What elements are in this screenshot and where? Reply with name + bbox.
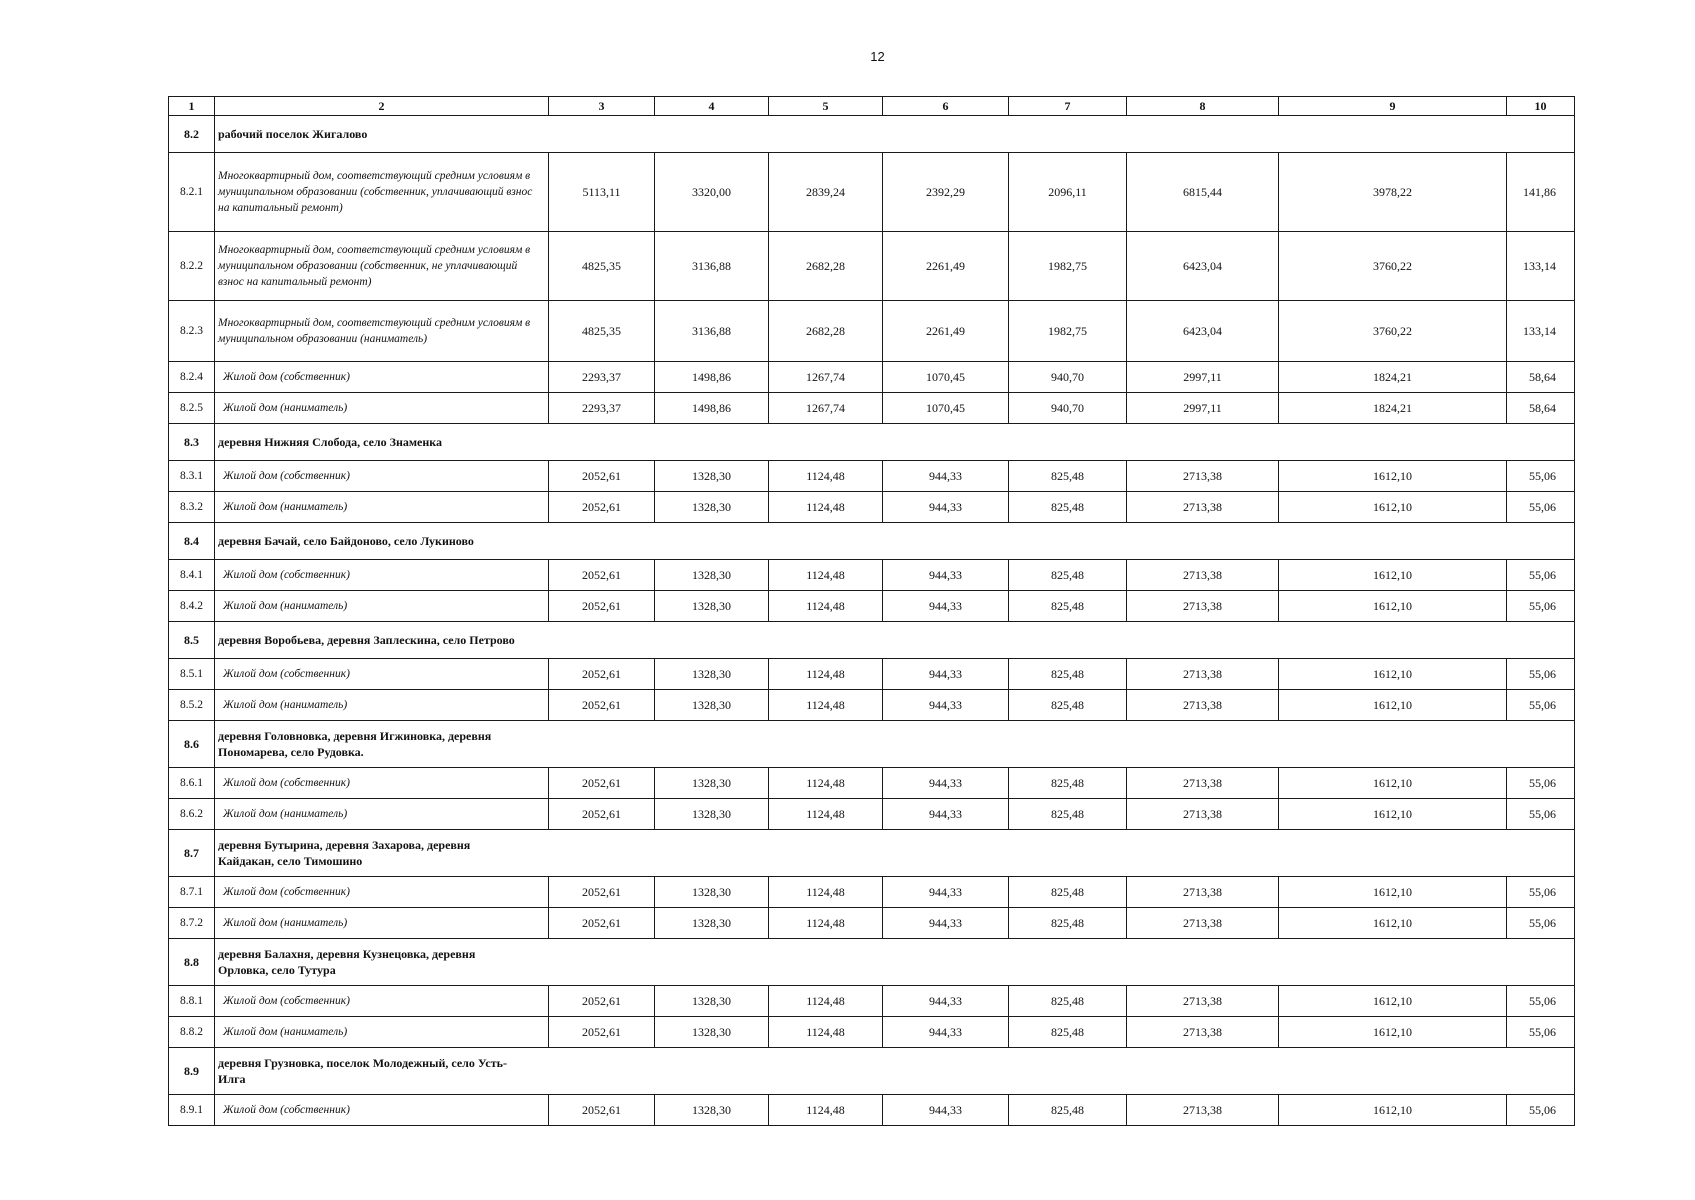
row-code: 8.2.3 [169,301,215,362]
value-cell: 2293,37 [549,393,655,424]
value-cell: 2713,38 [1127,1095,1279,1126]
tariff-table [168,96,1575,1126]
section-row [169,1048,1575,1095]
column-number: 8 [1127,97,1279,116]
row-code: 8.7.1 [169,877,215,908]
value-cell: 4825,35 [549,301,655,362]
value-cell: 944,33 [883,908,1009,939]
value-cell: 944,33 [883,690,1009,721]
section-row [169,523,1575,560]
value-cell: 944,33 [883,1017,1009,1048]
housing-type-label: Жилой дом (собственник) [215,461,549,492]
value-cell: 944,33 [883,492,1009,523]
row-code: 8.6.1 [169,768,215,799]
value-cell: 1124,48 [769,908,883,939]
row-code: 8.2.5 [169,393,215,424]
housing-type-label: Жилой дом (наниматель) [215,690,549,721]
section-row [169,830,1575,877]
value-cell: 2052,61 [549,1017,655,1048]
settlement-names: деревня Нижняя Слобода, село Знаменка [218,435,443,449]
value-cell: 1612,10 [1279,908,1507,939]
value-cell: 55,06 [1507,461,1575,492]
housing-type-label: Жилой дом (наниматель) [215,799,549,830]
housing-type-label: Жилой дом (собственник) [215,362,549,393]
column-number: 2 [215,97,549,116]
value-cell: 55,06 [1507,768,1575,799]
value-cell: 1612,10 [1279,986,1507,1017]
housing-type-label: Многоквартирный дом, соответствующий средним условиям в муниципальном образовании (собственник, уплачивающий взнос на капитальный ремонт) [215,153,549,232]
housing-type-label: Жилой дом (собственник) [215,659,549,690]
table-row [169,301,1575,362]
value-cell: 2682,28 [769,301,883,362]
value-cell: 2997,11 [1127,362,1279,393]
table-row [169,153,1575,232]
table-row [169,492,1575,523]
value-cell: 1498,86 [655,393,769,424]
settlement-names: деревня Бутырина, деревня Захарова, деревня Кайдакан, село Тимошино [218,838,471,868]
value-cell: 2052,61 [549,591,655,622]
value-cell: 1328,30 [655,492,769,523]
table-row [169,1095,1575,1126]
table-row [169,908,1575,939]
section-title [215,721,1575,768]
value-cell: 2052,61 [549,492,655,523]
section-code: 8.8 [169,939,215,986]
value-cell: 1124,48 [769,560,883,591]
value-cell: 55,06 [1507,799,1575,830]
housing-type-label: Жилой дом (собственник) [215,877,549,908]
value-cell: 1124,48 [769,461,883,492]
value-cell: 1267,74 [769,362,883,393]
value-cell: 2261,49 [883,301,1009,362]
value-cell: 2052,61 [549,799,655,830]
value-cell: 58,64 [1507,393,1575,424]
settlement-names: рабочий поселок Жигалово [218,127,368,141]
value-cell: 1124,48 [769,768,883,799]
section-title [215,523,1575,560]
value-cell: 944,33 [883,799,1009,830]
value-cell: 825,48 [1009,986,1127,1017]
value-cell: 1612,10 [1279,877,1507,908]
value-cell: 1982,75 [1009,301,1127,362]
value-cell: 1328,30 [655,591,769,622]
table-row [169,560,1575,591]
value-cell: 1328,30 [655,1017,769,1048]
value-cell: 825,48 [1009,877,1127,908]
value-cell: 944,33 [883,591,1009,622]
row-code: 8.3.1 [169,461,215,492]
value-cell: 944,33 [883,1095,1009,1126]
value-cell: 2713,38 [1127,768,1279,799]
value-cell: 55,06 [1507,1095,1575,1126]
value-cell: 2713,38 [1127,799,1279,830]
value-cell: 825,48 [1009,908,1127,939]
row-code: 8.8.1 [169,986,215,1017]
value-cell: 55,06 [1507,560,1575,591]
value-cell: 2052,61 [549,908,655,939]
value-cell: 133,14 [1507,301,1575,362]
value-cell: 1124,48 [769,591,883,622]
value-cell: 2261,49 [883,232,1009,301]
value-cell: 1124,48 [769,986,883,1017]
value-cell: 1328,30 [655,799,769,830]
value-cell: 825,48 [1009,492,1127,523]
table-row [169,591,1575,622]
value-cell: 141,86 [1507,153,1575,232]
value-cell: 6423,04 [1127,301,1279,362]
column-number: 9 [1279,97,1507,116]
section-code: 8.5 [169,622,215,659]
value-cell: 1824,21 [1279,393,1507,424]
value-cell: 944,33 [883,877,1009,908]
settlement-names: деревня Головновка, деревня Игжиновка, деревня Пономарева, село Рудовка. [218,729,492,759]
row-code: 8.4.2 [169,591,215,622]
table-row [169,659,1575,690]
value-cell: 55,06 [1507,591,1575,622]
column-number: 1 [169,97,215,116]
column-number: 3 [549,97,655,116]
housing-type-label: Жилой дом (наниматель) [215,1017,549,1048]
value-cell: 825,48 [1009,461,1127,492]
value-cell: 1612,10 [1279,768,1507,799]
value-cell: 1612,10 [1279,560,1507,591]
section-row [169,622,1575,659]
value-cell: 1612,10 [1279,659,1507,690]
value-cell: 2997,11 [1127,393,1279,424]
value-cell: 55,06 [1507,986,1575,1017]
housing-type-label: Жилой дом (наниматель) [215,908,549,939]
value-cell: 3978,22 [1279,153,1507,232]
table-row [169,393,1575,424]
value-cell: 2713,38 [1127,492,1279,523]
value-cell: 3136,88 [655,301,769,362]
value-cell: 944,33 [883,560,1009,591]
value-cell: 3760,22 [1279,301,1507,362]
value-cell: 6815,44 [1127,153,1279,232]
value-cell: 2052,61 [549,659,655,690]
table-row [169,986,1575,1017]
table-row [169,877,1575,908]
table-row [169,362,1575,393]
section-code: 8.7 [169,830,215,877]
value-cell: 2713,38 [1127,690,1279,721]
value-cell: 1124,48 [769,492,883,523]
section-code: 8.4 [169,523,215,560]
value-cell: 825,48 [1009,1017,1127,1048]
value-cell: 944,33 [883,986,1009,1017]
value-cell: 940,70 [1009,393,1127,424]
value-cell: 2713,38 [1127,877,1279,908]
value-cell: 55,06 [1507,492,1575,523]
value-cell: 2096,11 [1009,153,1127,232]
section-row [169,424,1575,461]
column-number: 6 [883,97,1009,116]
row-code: 8.5.2 [169,690,215,721]
value-cell: 1070,45 [883,362,1009,393]
section-title [215,830,1575,877]
value-cell: 1328,30 [655,690,769,721]
row-code: 8.8.2 [169,1017,215,1048]
value-cell: 1124,48 [769,1017,883,1048]
value-cell: 2293,37 [549,362,655,393]
value-cell: 55,06 [1507,659,1575,690]
value-cell: 1612,10 [1279,461,1507,492]
value-cell: 1070,45 [883,393,1009,424]
section-row [169,721,1575,768]
value-cell: 2052,61 [549,560,655,591]
row-code: 8.9.1 [169,1095,215,1126]
value-cell: 1124,48 [769,659,883,690]
value-cell: 1328,30 [655,908,769,939]
value-cell: 2052,61 [549,1095,655,1126]
value-cell: 1124,48 [769,877,883,908]
value-cell: 55,06 [1507,877,1575,908]
value-cell: 1124,48 [769,1095,883,1126]
value-cell: 825,48 [1009,659,1127,690]
housing-type-label: Жилой дом (наниматель) [215,591,549,622]
value-cell: 2713,38 [1127,659,1279,690]
value-cell: 2052,61 [549,877,655,908]
value-cell: 2713,38 [1127,461,1279,492]
section-code: 8.2 [169,116,215,153]
value-cell: 825,48 [1009,768,1127,799]
row-code: 8.2.1 [169,153,215,232]
housing-type-label: Многоквартирный дом, соответствующий средним условиям в муниципальном образовании (наниматель) [215,301,549,362]
settlement-names: деревня Грузновка, поселок Молодежный, село Усть-Илга [218,1056,507,1086]
page-number: 12 [870,49,885,64]
section-title [215,1048,1575,1095]
value-cell: 1612,10 [1279,690,1507,721]
value-cell: 1267,74 [769,393,883,424]
value-cell: 944,33 [883,461,1009,492]
value-cell: 2713,38 [1127,986,1279,1017]
table-row [169,461,1575,492]
value-cell: 2713,38 [1127,560,1279,591]
table-row [169,1017,1575,1048]
value-cell: 1328,30 [655,461,769,492]
value-cell: 825,48 [1009,799,1127,830]
value-cell: 2052,61 [549,461,655,492]
value-cell: 2839,24 [769,153,883,232]
value-cell: 1612,10 [1279,799,1507,830]
value-cell: 3136,88 [655,232,769,301]
value-cell: 1498,86 [655,362,769,393]
value-cell: 1612,10 [1279,1017,1507,1048]
value-cell: 55,06 [1507,690,1575,721]
table-row [169,799,1575,830]
section-code: 8.3 [169,424,215,461]
value-cell: 825,48 [1009,1095,1127,1126]
housing-type-label: Жилой дом (собственник) [215,986,549,1017]
value-cell: 2713,38 [1127,908,1279,939]
value-cell: 133,14 [1507,232,1575,301]
row-code: 8.3.2 [169,492,215,523]
value-cell: 55,06 [1507,1017,1575,1048]
section-title [215,424,1575,461]
housing-type-label: Жилой дом (собственник) [215,560,549,591]
section-code: 8.6 [169,721,215,768]
value-cell: 2052,61 [549,768,655,799]
row-code: 8.5.1 [169,659,215,690]
value-cell: 55,06 [1507,908,1575,939]
value-cell: 58,64 [1507,362,1575,393]
value-cell: 944,33 [883,768,1009,799]
value-cell: 1328,30 [655,560,769,591]
table-row [169,232,1575,301]
value-cell: 4825,35 [549,232,655,301]
section-code: 8.9 [169,1048,215,1095]
value-cell: 1124,48 [769,799,883,830]
value-cell: 1982,75 [1009,232,1127,301]
value-cell: 1124,48 [769,690,883,721]
value-cell: 825,48 [1009,690,1127,721]
header-row [169,97,1575,116]
value-cell: 825,48 [1009,591,1127,622]
value-cell: 3760,22 [1279,232,1507,301]
value-cell: 2713,38 [1127,1017,1279,1048]
table-row [169,768,1575,799]
value-cell: 2682,28 [769,232,883,301]
section-title [215,116,1575,153]
row-code: 8.2.2 [169,232,215,301]
column-number: 5 [769,97,883,116]
value-cell: 1824,21 [1279,362,1507,393]
settlement-names: деревня Балахня, деревня Кузнецовка, деревня Орловка, село Тутура [218,947,476,977]
section-row [169,116,1575,153]
settlement-names: деревня Воробьева, деревня Заплескина, село Петрово [218,633,515,647]
value-cell: 1328,30 [655,659,769,690]
value-cell: 1612,10 [1279,492,1507,523]
column-number: 7 [1009,97,1127,116]
value-cell: 2713,38 [1127,591,1279,622]
value-cell: 2052,61 [549,986,655,1017]
settlement-names: деревня Бачай, село Байдоново, село Лукиново [218,534,474,548]
value-cell: 5113,11 [549,153,655,232]
section-title [215,622,1575,659]
housing-type-label: Жилой дом (наниматель) [215,492,549,523]
value-cell: 2392,29 [883,153,1009,232]
housing-type-label: Жилой дом (собственник) [215,768,549,799]
row-code: 8.6.2 [169,799,215,830]
value-cell: 825,48 [1009,560,1127,591]
row-code: 8.2.4 [169,362,215,393]
section-title [215,939,1575,986]
section-row [169,939,1575,986]
value-cell: 3320,00 [655,153,769,232]
housing-type-label: Жилой дом (собственник) [215,1095,549,1126]
value-cell: 1612,10 [1279,591,1507,622]
table-row [169,690,1575,721]
value-cell: 1328,30 [655,1095,769,1126]
value-cell: 944,33 [883,659,1009,690]
value-cell: 1612,10 [1279,1095,1507,1126]
value-cell: 1328,30 [655,986,769,1017]
row-code: 8.4.1 [169,560,215,591]
value-cell: 1328,30 [655,877,769,908]
column-number: 4 [655,97,769,116]
value-cell: 1328,30 [655,768,769,799]
column-number: 10 [1507,97,1575,116]
value-cell: 940,70 [1009,362,1127,393]
value-cell: 6423,04 [1127,232,1279,301]
housing-type-label: Многоквартирный дом, соответствующий средним условиям в муниципальном образовании (собственник, не уплачивающий взнос на капитальный ремонт) [215,232,549,301]
row-code: 8.7.2 [169,908,215,939]
value-cell: 2052,61 [549,690,655,721]
housing-type-label: Жилой дом (наниматель) [215,393,549,424]
